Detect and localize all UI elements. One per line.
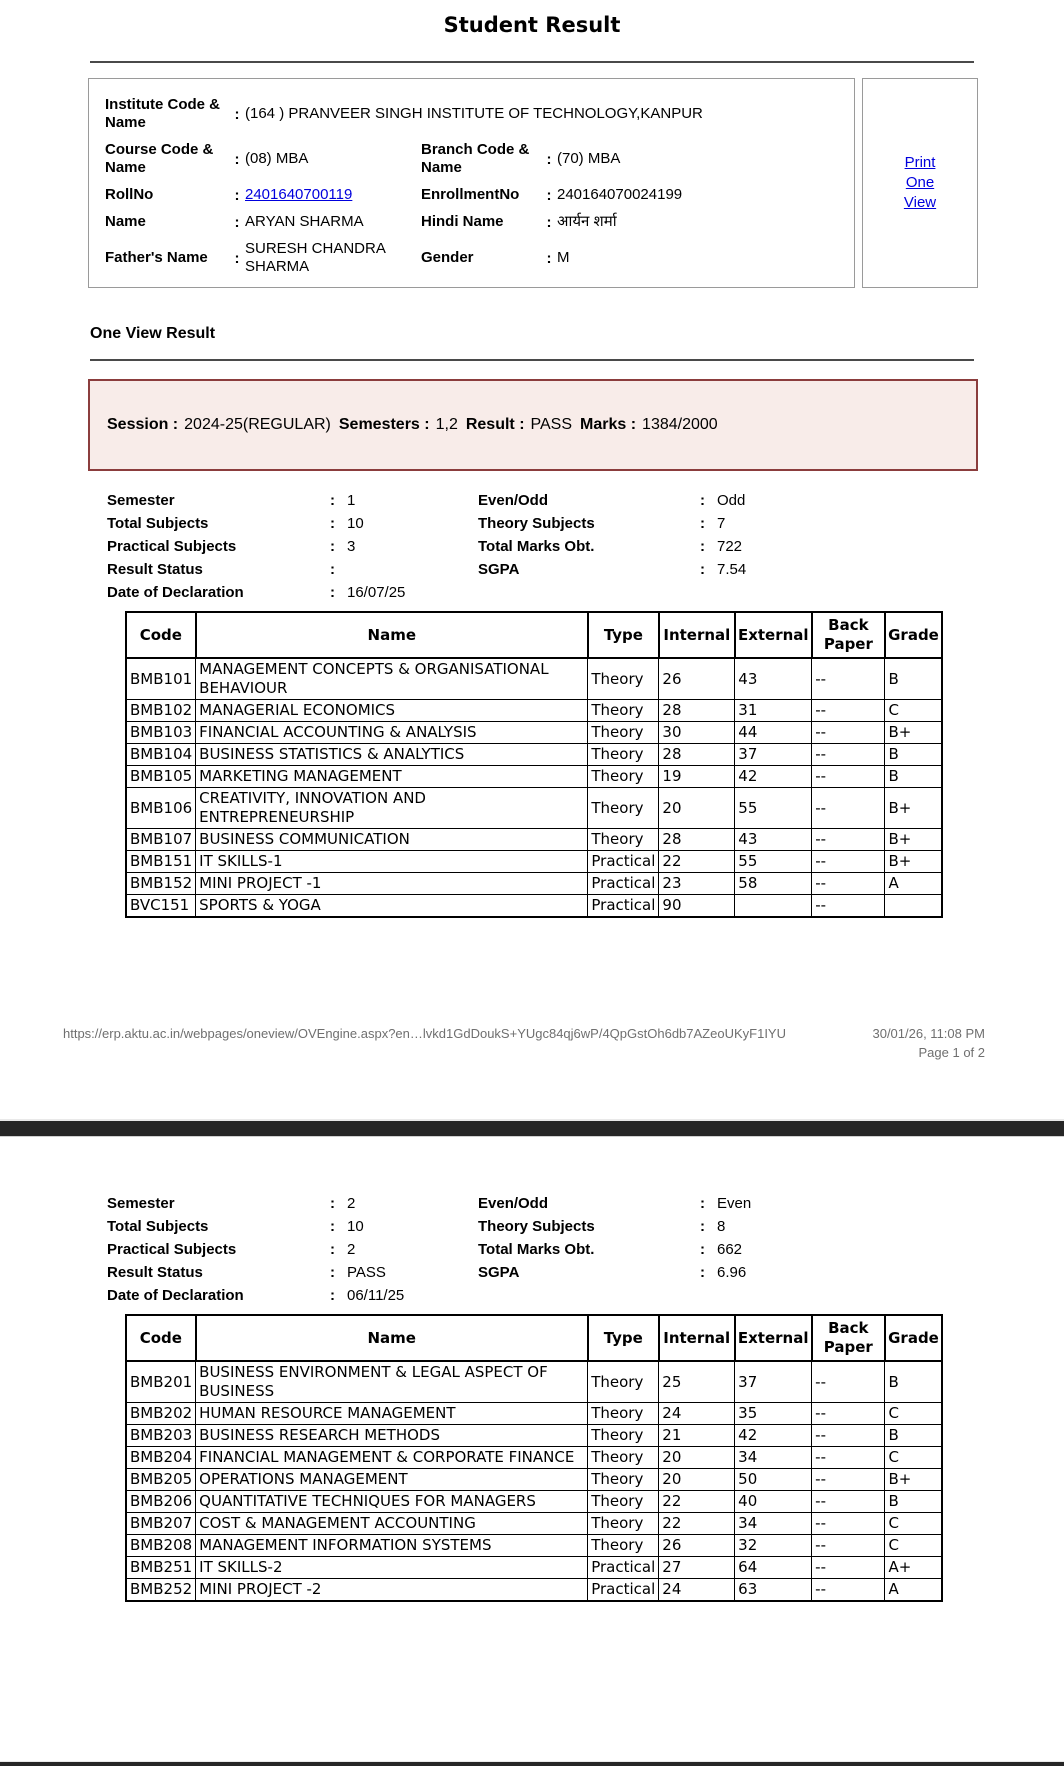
cell-name: MINI PROJECT -1 [196,873,588,895]
cell-external: 55 [735,851,812,873]
sem2-results-table [125,1314,943,1602]
cell-back: -- [812,851,885,873]
cell-type: Theory [588,1425,659,1447]
table-row [126,1491,942,1513]
cell-internal: 22 [659,1513,735,1535]
page-separator-bottom [0,1761,1064,1766]
semesters-label: Semesters : [338,416,430,433]
summary-value: : Odd [700,492,746,509]
divider [90,359,974,361]
cell-type: Theory [588,744,659,766]
cell-external: 43 [735,658,812,700]
cell-grade: B+ [885,1469,942,1491]
summary-label: Total Marks Obt. [478,1241,595,1258]
footer-url: https://erp.aktu.ac.in/webpages/oneview/OVEngine.aspx?en…lvkd1GdDoukS+YUgc84qj6wP/4QpGstOh6db7AZeoUKyF1IYU [63,1026,786,1041]
cell-back: -- [812,722,885,744]
summary-value [700,1287,984,1304]
page-separator [0,1119,1064,1137]
cell-internal: 28 [659,744,735,766]
table-row [126,744,942,766]
cell-grade: B+ [885,788,942,829]
cell-name: SPORTS & YOGA [196,895,588,918]
cell-external [735,895,812,918]
summary-label: SGPA [478,1264,520,1281]
colon: : [700,1195,705,1212]
cell-external: 35 [735,1403,812,1425]
colon: : [330,561,335,578]
cell-type: Practical [588,851,659,873]
print-one-view-link[interactable]: Print One View [903,154,937,211]
colon: : [700,1241,705,1258]
father-name-label: Father's Name [105,249,208,266]
session-label: Session : [107,416,179,433]
cell-code: BMB102 [126,700,196,722]
cell-type: Theory [588,766,659,788]
cell-internal: 28 [659,700,735,722]
summary-value: : 722 [700,538,743,555]
cell-external: 63 [735,1579,812,1602]
cell-type: Practical [588,1579,659,1602]
summary-value [330,561,478,578]
cell-back: -- [812,1469,885,1491]
cell-name: CREATIVITY, INNOVATION AND ENTREPRENEURSHIP [196,788,588,829]
table-row [126,851,942,873]
column-header: Name [196,612,588,658]
cell-external: 42 [735,1425,812,1447]
cell-grade: C [885,1535,942,1557]
summary-value: : 7.54 [700,561,747,578]
column-header: Back Paper [812,1315,885,1361]
cell-grade: A [885,1579,942,1602]
semester2-summary [107,1195,984,1304]
cell-name: MARKETING MANAGEMENT [196,766,588,788]
colon: : [700,1218,705,1235]
name-label: Name [105,213,146,230]
cell-grade: B [885,1361,942,1403]
cell-back: -- [812,744,885,766]
result-value: PASS [530,416,573,433]
cell-internal: 21 [659,1425,735,1447]
cell-name: QUANTITATIVE TECHNIQUES FOR MANAGERS [196,1491,588,1513]
cell-type: Theory [588,1361,659,1403]
cell-code: BMB208 [126,1535,196,1557]
cell-code: BMB252 [126,1579,196,1602]
colon: : [330,538,335,555]
summary-value: : 8 [700,1218,726,1235]
column-header: Internal [659,1315,735,1361]
cell-type: Practical [588,895,659,918]
marks-label: Marks : [580,416,637,433]
cell-external: 37 [735,744,812,766]
cell-back: -- [812,895,885,918]
summary-value: : 662 [700,1241,743,1258]
cell-internal: 26 [659,658,735,700]
cell-code: BMB104 [126,744,196,766]
cell-type: Theory [588,700,659,722]
enrollment-label: EnrollmentNo [421,186,520,203]
cell-back: -- [812,700,885,722]
cell-type: Practical [588,1557,659,1579]
cell-back: -- [812,1491,885,1513]
cell-code: BMB101 [126,658,196,700]
cell-grade: B [885,1491,942,1513]
table-row [126,722,942,744]
column-header: Type [588,612,659,658]
table-row [126,658,942,700]
table-row [126,766,942,788]
course-value: (08) MBA [245,150,309,167]
cell-internal: 24 [659,1579,735,1602]
summary-label: Theory Subjects [478,1218,595,1235]
colon: : [330,492,335,509]
student-info-section [88,78,978,288]
branch-label: Branch Code & Name [421,141,530,176]
column-header: Code [126,1315,196,1361]
cell-code: BMB206 [126,1491,196,1513]
summary-value: : 06/11/25 [330,1287,405,1304]
cell-external: 40 [735,1491,812,1513]
divider [90,61,974,63]
summary-value: : 10 [330,515,364,532]
cell-code: BVC151 [126,895,196,918]
colon: : [234,213,240,231]
cell-name: BUSINESS ENVIRONMENT & LEGAL ASPECT OF BUSINESS [196,1361,588,1403]
table-row [126,1425,942,1447]
session-value: 2024-25(REGULAR) [184,416,331,433]
cell-external: 43 [735,829,812,851]
cell-name: OPERATIONS MANAGEMENT [196,1469,588,1491]
colon: : [330,1287,335,1304]
summary-label: Date of Declaration [107,584,244,601]
cell-code: BMB201 [126,1361,196,1403]
cell-back: -- [812,1403,885,1425]
summary-label: Total Subjects [107,1218,209,1235]
cell-code: BMB106 [126,788,196,829]
colon: : [234,150,240,168]
cell-code: BMB251 [126,1557,196,1579]
colon: : [330,515,335,532]
summary-label: Semester [107,492,175,509]
summary-label: SGPA [478,561,520,578]
summary-value: : 3 [330,538,356,555]
cell-external: 34 [735,1513,812,1535]
cell-internal: 30 [659,722,735,744]
cell-internal: 25 [659,1361,735,1403]
colon: : [546,249,552,267]
semester1-summary [107,492,984,601]
column-header: External [735,1315,812,1361]
cell-back: -- [812,788,885,829]
cell-internal: 24 [659,1403,735,1425]
cell-internal: 27 [659,1557,735,1579]
table-row [126,1557,942,1579]
cell-grade: C [885,1447,942,1469]
one-view-result-heading: One View Result [90,325,216,342]
cell-back: -- [812,829,885,851]
colon: : [546,186,552,204]
summary-value: : 6.96 [700,1264,747,1281]
cell-grade: C [885,1403,942,1425]
cell-external: 34 [735,1447,812,1469]
cell-grade: B+ [885,851,942,873]
summary-label: Theory Subjects [478,515,595,532]
table-row [126,1513,942,1535]
semesters-value: 1,2 [435,416,458,433]
hindi-name-value: आर्यन शर्मा [557,213,617,230]
cell-internal: 26 [659,1535,735,1557]
cell-internal: 28 [659,829,735,851]
colon: : [330,1264,335,1281]
cell-type: Theory [588,722,659,744]
cell-external: 42 [735,766,812,788]
cell-type: Theory [588,658,659,700]
cell-back: -- [812,1447,885,1469]
enrollment-value: 240164070024199 [557,186,683,203]
summary-value: : 2 [330,1195,356,1212]
colon: : [546,213,552,231]
summary-value: : 16/07/25 [330,584,406,601]
cell-back: -- [812,658,885,700]
summary-label [478,584,700,601]
summary-label [478,1287,700,1304]
summary-value: : PASS [330,1264,386,1281]
student-info-box [88,78,855,288]
column-header: Back Paper [812,612,885,658]
table-row [126,895,942,918]
cell-back: -- [812,1425,885,1447]
cell-type: Theory [588,829,659,851]
cell-name: COST & MANAGEMENT ACCOUNTING [196,1513,588,1535]
cell-internal: 22 [659,851,735,873]
colon: : [330,1218,335,1235]
cell-internal: 20 [659,788,735,829]
colon: : [700,515,705,532]
result-label: Result : [465,416,525,433]
colon: : [700,561,705,578]
table-row [126,1469,942,1491]
course-label: Course Code & Name [105,141,214,176]
cell-name: MANAGERIAL ECONOMICS [196,700,588,722]
cell-internal: 20 [659,1469,735,1491]
cell-name: HUMAN RESOURCE MANAGEMENT [196,1403,588,1425]
hindi-name-label: Hindi Name [421,213,504,230]
rollno-link[interactable]: 2401640700119 [245,186,353,203]
branch-value: (70) MBA [557,150,621,167]
column-header: Grade [885,1315,942,1361]
cell-type: Theory [588,1535,659,1557]
session-result-banner [88,379,978,471]
column-header: External [735,612,812,658]
cell-type: Theory [588,788,659,829]
summary-label: Semester [107,1195,175,1212]
cell-name: MANAGEMENT INFORMATION SYSTEMS [196,1535,588,1557]
summary-label: Total Subjects [107,515,209,532]
table-row [126,700,942,722]
cell-back: -- [812,1361,885,1403]
column-header: Internal [659,612,735,658]
cell-back: -- [812,873,885,895]
cell-external: 44 [735,722,812,744]
cell-code: BMB207 [126,1513,196,1535]
cell-grade: B [885,1425,942,1447]
cell-grade [885,895,942,918]
footer-datetime: 30/01/26, 11:08 PM [872,1026,985,1041]
column-header: Grade [885,612,942,658]
colon: : [234,105,240,123]
table-row [126,1361,942,1403]
cell-internal: 23 [659,873,735,895]
print-one-view-box [862,78,978,288]
table-row [126,1535,942,1557]
cell-grade: B [885,766,942,788]
cell-external: 32 [735,1535,812,1557]
cell-type: Practical [588,873,659,895]
colon: : [330,584,335,601]
table-row [126,873,942,895]
summary-value: : 10 [330,1218,364,1235]
table-row [126,788,942,829]
summary-value: : 2 [330,1241,356,1258]
cell-type: Theory [588,1491,659,1513]
column-header: Name [196,1315,588,1361]
column-header: Code [126,612,196,658]
cell-grade: B+ [885,722,942,744]
cell-back: -- [812,1579,885,1602]
cell-back: -- [812,1535,885,1557]
cell-type: Theory [588,1447,659,1469]
cell-grade: C [885,1513,942,1535]
cell-type: Theory [588,1513,659,1535]
cell-code: BMB203 [126,1425,196,1447]
summary-label: Even/Odd [478,1195,549,1212]
summary-value: : 1 [330,492,356,509]
summary-label: Practical Subjects [107,1241,237,1258]
colon: : [234,186,240,204]
cell-grade: B [885,744,942,766]
cell-external: 64 [735,1557,812,1579]
rollno-label: RollNo [105,186,154,203]
cell-internal: 19 [659,766,735,788]
cell-name: FINANCIAL MANAGEMENT & CORPORATE FINANCE [196,1447,588,1469]
summary-label: Practical Subjects [107,538,237,555]
cell-name: IT SKILLS-2 [196,1557,588,1579]
cell-code: BMB202 [126,1403,196,1425]
summary-label: Result Status [107,561,203,578]
cell-internal: 22 [659,1491,735,1513]
cell-external: 58 [735,873,812,895]
cell-code: BMB151 [126,851,196,873]
table-row [126,1403,942,1425]
summary-value: : Even [700,1195,752,1212]
cell-name: BUSINESS COMMUNICATION [196,829,588,851]
cell-code: BMB204 [126,1447,196,1469]
summary-label: Even/Odd [478,492,549,509]
gender-label: Gender [421,249,474,266]
cell-grade: C [885,700,942,722]
institute-value: (164 ) PRANVEER SINGH INSTITUTE OF TECHNOLOGY,KANPUR [245,105,703,122]
cell-external: 37 [735,1361,812,1403]
summary-label: Result Status [107,1264,203,1281]
header-row [126,612,942,658]
cell-code: BMB107 [126,829,196,851]
cell-code: BMB152 [126,873,196,895]
summary-label: Date of Declaration [107,1287,244,1304]
table-row [126,1579,942,1602]
cell-back: -- [812,1557,885,1579]
table-row [126,829,942,851]
institute-label: Institute Code & Name [105,96,220,131]
cell-back: -- [812,766,885,788]
cell-grade: B [885,658,942,700]
cell-name: FINANCIAL ACCOUNTING & ANALYSIS [196,722,588,744]
table-row [126,1447,942,1469]
cell-external: 55 [735,788,812,829]
cell-grade: A [885,873,942,895]
cell-external: 50 [735,1469,812,1491]
name-value: ARYAN SHARMA [245,213,364,230]
cell-type: Theory [588,1403,659,1425]
colon: : [330,1241,335,1258]
colon: : [700,1264,705,1281]
colon: : [546,150,552,168]
colon: : [700,492,705,509]
gender-value: M [557,249,570,266]
cell-name: IT SKILLS-1 [196,851,588,873]
cell-code: BMB105 [126,766,196,788]
summary-value: : 7 [700,515,726,532]
cell-type: Theory [588,1469,659,1491]
colon: : [700,538,705,555]
print-footer [63,1024,985,1062]
father-name-value: SURESH CHANDRA SHARMA [245,240,386,275]
cell-grade: A+ [885,1557,942,1579]
cell-code: BMB103 [126,722,196,744]
page-title: Student Result [443,13,621,37]
sem1-results-table [125,611,943,918]
summary-value [700,584,984,601]
cell-external: 31 [735,700,812,722]
colon: : [330,1195,335,1212]
cell-name: MANAGEMENT CONCEPTS & ORGANISATIONAL BEHAVIOUR [196,658,588,700]
cell-name: MINI PROJECT -2 [196,1579,588,1602]
marks-value: 1384/2000 [642,416,718,433]
cell-grade: B+ [885,829,942,851]
footer-page-number: Page 1 of 2 [918,1045,985,1060]
column-header: Type [588,1315,659,1361]
cell-code: BMB205 [126,1469,196,1491]
cell-internal: 90 [659,895,735,918]
cell-name: BUSINESS RESEARCH METHODS [196,1425,588,1447]
colon: : [234,249,240,267]
cell-name: BUSINESS STATISTICS & ANALYTICS [196,744,588,766]
cell-internal: 20 [659,1447,735,1469]
header-row [126,1315,942,1361]
summary-label: Total Marks Obt. [478,538,595,555]
cell-back: -- [812,1513,885,1535]
